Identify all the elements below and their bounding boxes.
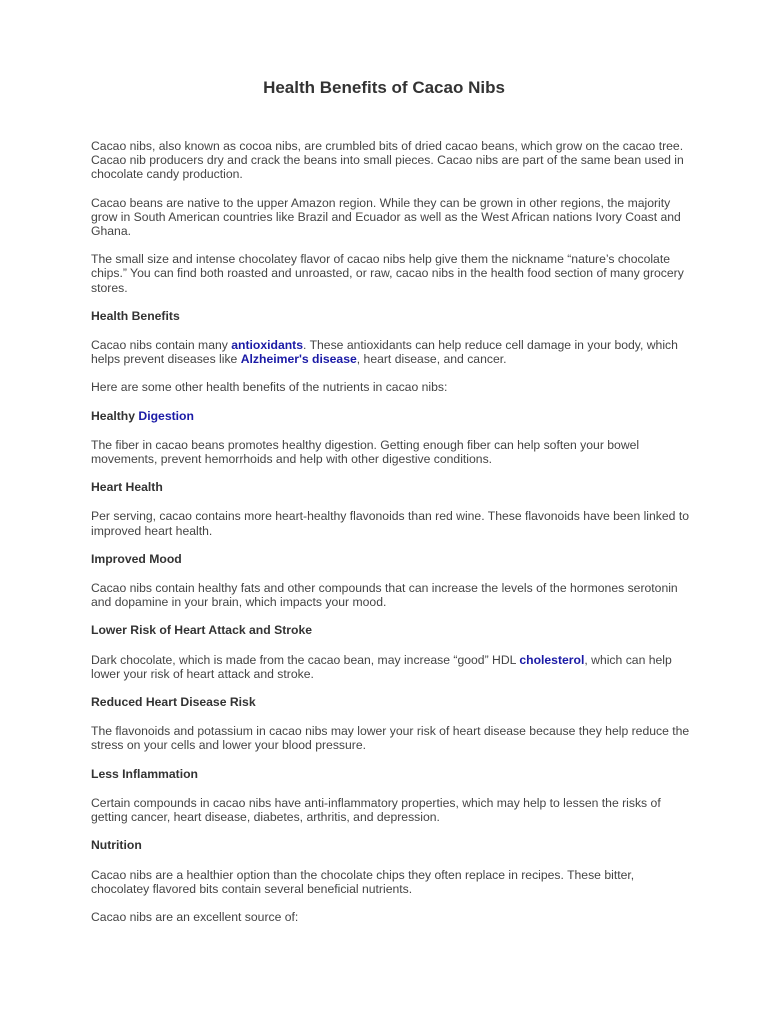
text-span: , heart disease, and cancer.: [356, 352, 507, 367]
section-heading-inflammation: Less Inflammation: [91, 766, 199, 781]
link-alzheimers-disease[interactable]: Alzheimer's disease: [240, 352, 357, 367]
section-heading-heart-attack: Lower Risk of Heart Attack and Stroke: [91, 623, 313, 638]
inflammation-paragraph: Certain compounds in cacao nibs have anti-inflammatory properties, which may help to lessen the risks of getting cancer, heart disease, diabetes, arthritis, and depression.: [91, 795, 661, 825]
section-heading-nutrition: Nutrition: [91, 838, 142, 853]
section-heading-digestion: [91, 409, 691, 423]
text-span: . These antioxidants can help reduce cell damage in your body, which helps prevent diseases like: [91, 338, 678, 367]
section-heading-heart-disease: Reduced Heart Disease Risk: [91, 695, 256, 710]
section-heading-heart-health: Heart Health: [91, 480, 163, 495]
heart-health-paragraph: Per serving, cacao contains more heart-healthy flavonoids than red wine. These flavonoids have been linked to improved heart health.: [91, 509, 689, 538]
intro-paragraph-1: Cacao nibs, also known as cocoa nibs, are crumbled bits of dried cacao beans, which grow on the cacao tree. Cacao nib producers dry and crack the beans into small pieces. Cacao nibs are part of the same bean used in chocolate candy production.: [91, 139, 684, 182]
intro-paragraph-3: The small size and intense chocolatey flavor of cacao nibs help give them the nickname “nature’s chocolate chips.” You can find both roasted and unroasted, or raw, cacao nibs in the health food section of many grocery stores.: [91, 252, 684, 295]
heading-prefix: Healthy: [91, 408, 139, 423]
nutrition-source-intro: Cacao nibs are an excellent source of:: [91, 909, 299, 924]
link-digestion[interactable]: Digestion: [138, 408, 194, 423]
improved-mood-paragraph: Cacao nibs contain healthy fats and other compounds that can increase the levels of the hormones serotonin and dopamine in your brain, which impacts your mood.: [91, 581, 678, 610]
text-span: , which can help lower your risk of heart attack and stroke.: [91, 652, 672, 681]
text-span: Cacao nibs contain many: [91, 338, 232, 353]
section-heading-health-benefits: Health Benefits: [91, 308, 180, 323]
page-title: Health Benefits of Cacao Nibs: [263, 78, 505, 97]
nutrition-paragraph: Cacao nibs are a healthier option than the chocolate chips they often replace in recipes. These bitter, chocolatey flavored bits contain several beneficial nutrients.: [91, 867, 635, 896]
link-antioxidants[interactable]: antioxidants: [231, 338, 304, 353]
article-body: [91, 139, 691, 938]
health-benefits-paragraph: [91, 338, 691, 366]
link-cholesterol[interactable]: cholesterol: [519, 652, 585, 667]
text-span: Dark chocolate, which is made from the cacao bean, may increase “good” HDL: [91, 652, 520, 667]
heart-disease-paragraph: The flavonoids and potassium in cacao nibs may lower your risk of heart disease because they help reduce the stress on your cells and lower your blood pressure.: [91, 724, 690, 753]
heart-attack-paragraph: [91, 653, 691, 681]
intro-paragraph-2: Cacao beans are native to the upper Amazon region. While they can be grown in other regions, the majority grow in South American countries like Brazil and Ecuador as well as the West African nations Ivory Coast and Ghana.: [91, 195, 681, 239]
other-benefits-intro: Here are some other health benefits of the nutrients in cacao nibs:: [91, 380, 448, 395]
section-heading-improved-mood: Improved Mood: [91, 551, 182, 566]
digestion-paragraph: The fiber in cacao beans promotes healthy digestion. Getting enough fiber can help soften your bowel movements, prevent hemorrhoids and help with other digestive conditions.: [91, 437, 640, 467]
